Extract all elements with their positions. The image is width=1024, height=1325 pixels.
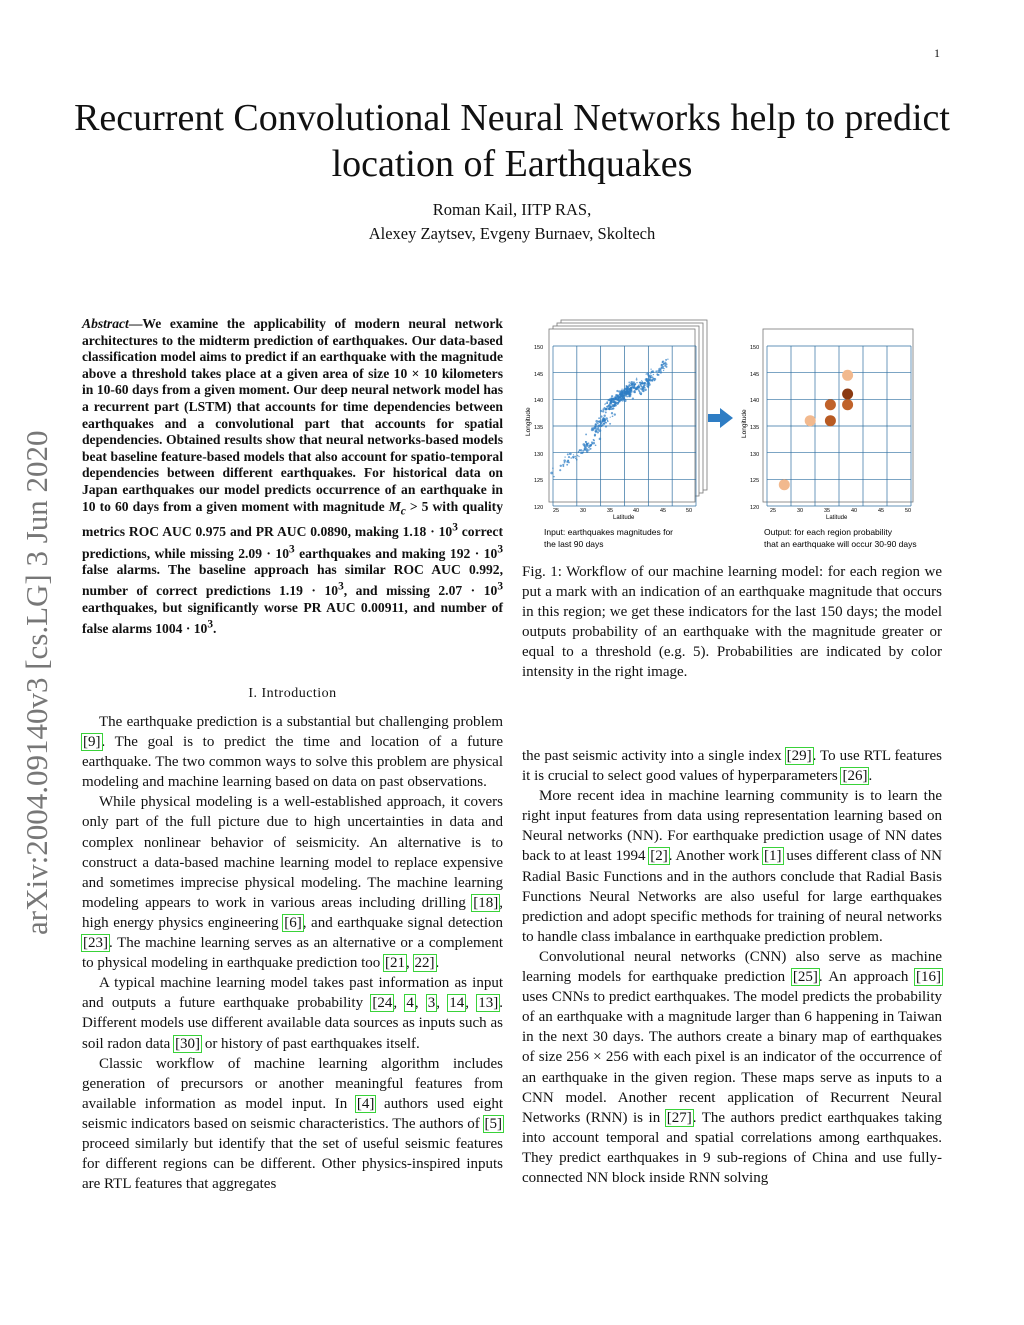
probability-point [842,370,853,381]
scatter-point [588,449,590,451]
scatter-point [625,396,626,397]
output-frame [763,329,913,502]
scatter-point [638,386,640,388]
scatter-point [611,412,613,414]
probability-point [779,479,790,490]
paragraph: While physical modeling is a well-established approach, it covers only part of the full picture due to high uncertainties in data and complex nonlinear behavior of seismicity. An alternative is to construct a data-based machine learning model to replace expensive and sometimes imprecise physical modeling. The machine learning modeling appears to work in various areas including drilling [18], high energy physics engineering [6], and earthquake signal detection [23]. The machine learning serves as an alternative or a complement to physical modeling in earthquake prediction too [21, 22]. [82,794,503,972]
scatter-point [598,424,601,427]
scatter-point [651,380,653,382]
scatter-point [608,404,610,406]
scatter-point [602,424,604,426]
scatter-point [618,397,620,399]
scatter-point [654,380,656,382]
input-x-ticks [553,508,692,514]
scatter-point [627,387,630,390]
scatter-point [567,453,569,455]
scatter-point [577,455,578,456]
scatter-point [614,402,616,404]
scatter-point [573,454,574,455]
x-tick-label: 50 [686,508,693,514]
scatter-point [640,385,642,387]
scatter-point [621,395,624,398]
scatter-point [605,403,606,404]
scatter-point [584,445,585,446]
paragraph: Convolutional neural networks (CNN) also serve as machine learning models for earthquake prediction [25]. An approach [16] uses CNNs to predict earthquakes. The model predicts the probability of an earthquake with a magnitude larger than 6 happening in Taiwan in the next 30 days. The authors create a binary map of earthquakes of size 256 × 256 with each pixel is an indicator of the occurrence of an earthquake in the given region. These maps serve as inputs to a CNN model. Another recent application of Recurrent Neural Networks (RNN) is in [27]. The authors predict earthquakes taking into account temporal and spatial correlations among earthquakes. They predict earthquakes in 9 sub-regions of China and use fully-connected NN block inside RNN solving [522,948,943,1186]
scatter-point [632,398,634,400]
arrow-shape [708,408,733,428]
stack-frame [549,329,695,502]
scatter-point [586,448,588,450]
scatter-point [589,448,591,450]
scatter-point [651,371,653,373]
scatter-point [630,387,632,389]
probability-point [842,389,853,400]
input-stack [549,320,707,502]
scatter-point [647,386,649,388]
paragraph: The earthquake prediction is a substantial but challenging problem [9]. The goal is to predict the time and location of a future earthquake. The two common ways to solve this problem are physical modeling and machine learning based on data on past observations. [82,714,503,791]
paragraph: Classic workflow of machine learning algorithm includes generation of precursors or another meaningful features from available information as model input. In [4] authors used eight seismic indicators based on seismic characteristics. The authors of [5] proceed similarly but identify that the set of useful seismic features for different regions can be different. Other physics-inspired inputs are RTL features that aggregates [82,1055,503,1193]
scatter-point [580,452,582,454]
scatter-point [605,417,608,420]
scatter-point [630,385,632,387]
page-number: 1 [934,46,940,60]
scatter-point [553,476,555,478]
scatter-point [600,410,602,412]
scatter-point [595,444,597,446]
scatter-point [648,378,651,381]
scatter-point [649,376,651,378]
scatter-point [628,391,631,394]
abstract-label: Abstract [82,316,129,331]
scatter-point [586,445,588,447]
scatter-point [628,382,630,384]
y-tick-label: 150 [534,345,544,351]
scatter-point [573,457,574,458]
scatter-point [646,378,648,380]
scatter-point [609,400,611,402]
output-xlabel: Latitude [826,515,848,521]
scatter-point [634,383,637,386]
scatter-point [615,397,617,399]
scatter-point [633,390,636,393]
x-tick-label: 50 [905,508,912,514]
right-column-body [522,746,942,1188]
probability-point [825,399,836,410]
scatter-point [585,433,587,435]
paragraph: More recent idea in machine learning community is to learn the right input features from data using representation learning based on Neural networks (NN). For earthquake prediction usage of NN dates back to at least 1994 [2]. Another work [1] uses different class of NN Radial Basic Functions and in the authors conclude that Radial Basis Functions Neural Networks are also useful for large earthquakes prediction and adopt specific methods for training of neural networks to handle class imbalance in earthquake prediction problem. [522,788,943,945]
scatter-point [656,373,658,375]
scatter-point [665,359,667,361]
scatter-point [602,410,604,412]
scatter-point [598,421,599,422]
scatter-point [644,388,647,391]
paragraph: the past seismic activity into a single index [29]. To use RTL features it is crucial to select good values of hyperparameters [26]. [522,748,942,785]
scatter-point [645,373,646,374]
scatter-point [586,443,588,445]
scatter-point [641,380,642,381]
scatter-point [566,464,568,466]
scatter-point [659,369,661,371]
left-column-body [82,712,503,1194]
scatter-point [663,363,665,365]
figure-1 [520,316,945,556]
scatter-point [647,382,649,384]
scatter-point [635,388,637,390]
y-tick-label: 120 [534,505,544,511]
x-tick-label: 25 [553,508,560,514]
probability-point [842,399,853,410]
scatter-point [662,361,664,363]
x-tick-label: 30 [797,508,804,514]
abstract-text: —We examine the applicability of modern neural network architectures to the midterm prediction of earthquakes. Our data-based classification model aims to predict if an earthquake with the magnitude above a threshold takes place at a given area of size 10 × 10 kilometers in 10-60 days from a given moment. Our deep neural network model has a recurrent part (LSTM) that accounts for time dependencies between earthquakes and a convolutional part that accounts for spatial dependencies. Obtained results show that neural networks-based models beat baseline feature-based models that also account for spatio-temporal dependencies between different earthquakes. For historical data on Japan earthquakes our model predicts occurrence of an earthquake in 10 to 60 days from a given moment with magnitude $M_c > 5$ with quality metrics ROC AUC 0.975 and PR AUC 0.0890, making $1.18 \cdot 10^3$ correct predictions, while missing $2.09 \cdot 10^3$ earthquakes and making $192 \cdot 10^3$ false alarms. The baseline approach has similar ROC AUC 0.992, number of correct predictions $1.19 \cdot 10^3$, and missing $2.07 \cdot 10^3$ earthquakes, but significantly worse PR AUC 0.00911, and number of false alarms $1004 \cdot 10^3$. [82,316,503,636]
x-tick-label: 35 [824,508,831,514]
scatter-point [643,385,645,387]
scatter-point [582,450,584,452]
scatter-point [593,440,595,442]
scatter-point [640,382,643,385]
y-tick-label: 125 [534,478,544,484]
authors-line-1: Roman Kail, IITP RAS, [432,200,592,219]
scatter-point [639,392,642,395]
x-tick-label: 30 [580,508,587,514]
scatter-point [613,404,615,406]
y-tick-label: 120 [750,505,760,511]
scatter-point [578,456,579,457]
scatter-point [642,388,644,390]
scatter-point [595,424,597,426]
abstract [82,316,503,638]
scatter-point [578,451,580,453]
scatter-point [662,366,664,368]
scatter-point [575,458,576,459]
y-tick-label: 145 [534,372,544,378]
scatter-point [622,393,624,395]
x-tick-label: 25 [770,508,777,514]
y-tick-label: 140 [750,398,760,404]
authors-block [200,198,824,246]
y-tick-label: 145 [750,372,760,378]
scatter-point [621,389,622,390]
scatter-point [611,395,613,397]
scatter-point [550,472,553,475]
scatter-point [655,370,657,372]
scatter-point [576,459,578,461]
y-tick-label: 135 [534,425,544,431]
scatter-point [552,467,554,469]
scatter-point [597,431,599,433]
scatter-point [614,413,616,415]
scatter-point [653,374,654,375]
scatter-point [560,465,562,467]
scatter-point [590,445,592,447]
scatter-point [592,443,594,445]
scatter-point [621,397,624,400]
scatter-point [616,390,618,392]
y-tick-label: 130 [750,452,760,458]
output-x-ticks [770,508,911,514]
scatter-point [602,421,603,422]
scatter-point [659,371,662,374]
scatter-point [585,441,586,442]
scatter-point [582,443,585,446]
scatter-point [607,420,609,422]
x-tick-label: 40 [633,508,640,514]
scatter-point [605,425,607,427]
output-ylabel: Longitude [741,409,748,438]
scatter-point [605,408,608,411]
scatter-point [617,399,619,401]
workflow-arrow [708,408,733,428]
scatter-point [650,369,651,370]
section-heading-introduction: I. Introduction [248,686,337,701]
paper-title: Recurrent Convolutional Neural Networks help to predict location of Earthquakes [74,97,950,185]
scatter-point [564,462,566,464]
y-tick-label: 140 [534,398,544,404]
scatter-point [559,469,561,471]
scatter-point [607,403,608,404]
output-y-ticks [750,345,759,511]
scatter-point [603,415,605,417]
scatter-point [597,423,599,425]
y-tick-label: 150 [750,345,760,351]
scatter-point [663,368,664,369]
scatter-point [618,394,620,396]
scatter-point [597,428,600,431]
scatter-point [604,404,605,405]
scatter-point [610,417,611,418]
y-tick-label: 135 [750,425,760,431]
scatter-point [636,379,638,381]
input-ylabel: Longitude [525,407,532,436]
scatter-point [647,374,649,376]
scatter-point [643,390,645,392]
scatter-point [588,446,590,448]
x-tick-label: 35 [607,508,614,514]
scatter-point [582,451,584,453]
scatter-point [599,438,602,441]
scatter-point [604,423,605,424]
scatter-point [631,383,633,385]
output-label-line-2: that an earthquake will occur 30-90 days [764,539,917,549]
scatter-point [564,456,565,457]
scatter-point [636,378,637,379]
scatter-point [660,364,662,366]
scatter-point [569,452,572,455]
scatter-point [604,420,606,422]
figure-1-caption: Fig. 1: Workflow of our machine learning model: for each region we put a mark with an indication of an earthquake magnitude that occurs in this region; we get these indicators for the last 150 days; the model outputs probability of an earthquake with the magnitude greater or equal to a threshold (e.g. 5). Probabilities are indicated by color intensity in the right image. [522,564,942,681]
scatter-point [660,367,662,369]
scatter-point [612,415,614,417]
input-y-ticks [534,345,543,511]
scatter-point [608,407,611,410]
paragraph: A typical machine learning model takes past information as input and outputs a future earthquake probability [24, 4, 3, 14, 13]. Different models use different available data sources as inputs such as soil radon data [30] or history of past earthquakes itself. [82,975,504,1052]
scatter-point [605,411,607,413]
scatter-point [600,415,602,417]
scatter-point [612,407,614,409]
scatter-point [598,417,600,419]
x-tick-label: 40 [851,508,858,514]
authors-line-2: Alexey Zaytsev, Evgeny Burnaev, Skoltech [368,224,656,243]
scatter-point [638,390,640,392]
x-tick-label: 45 [660,508,667,514]
scatter-point [665,363,668,366]
scatter-point [627,396,628,397]
scatter-point [604,421,606,423]
x-tick-label: 45 [878,508,885,514]
arxiv-watermark: arXiv:2004.09140v3 [cs.LG] 3 Jun 2020 [19,430,54,935]
scatter-point [594,434,596,436]
scatter-point [609,423,611,425]
probability-point [825,415,836,426]
scatter-point [626,393,629,396]
scatter-point [650,373,651,374]
scatter-point [594,428,596,430]
output-label-line-1: Output: for each region probability [764,527,893,537]
y-tick-label: 130 [534,452,544,458]
scatter-point [602,418,605,421]
scatter-point [563,459,566,462]
input-label-line-1: Input: earthquakes magnitudes for [544,527,673,537]
y-tick-label: 125 [750,478,760,484]
scatter-point [629,383,630,384]
scatter-point [568,456,570,458]
scatter-point [579,450,580,451]
figure-1-graphic [520,316,945,556]
scatter-point [638,385,640,387]
scatter-point [618,402,619,403]
scatter-point [563,465,565,467]
scatter-point [636,382,637,383]
scatter-point [663,370,664,371]
scatter-point [607,406,609,408]
probability-point [805,415,816,426]
input-label-line-2: the last 90 days [544,539,604,549]
scatter-point [595,431,596,432]
scatter-point [595,420,598,423]
scatter-point [610,402,612,404]
scatter-point [620,396,621,397]
scatter-point [568,460,569,461]
input-xlabel: Latitude [613,515,635,521]
scatter-point [570,457,572,459]
scatter-point [667,359,668,360]
scatter-point [618,390,620,392]
